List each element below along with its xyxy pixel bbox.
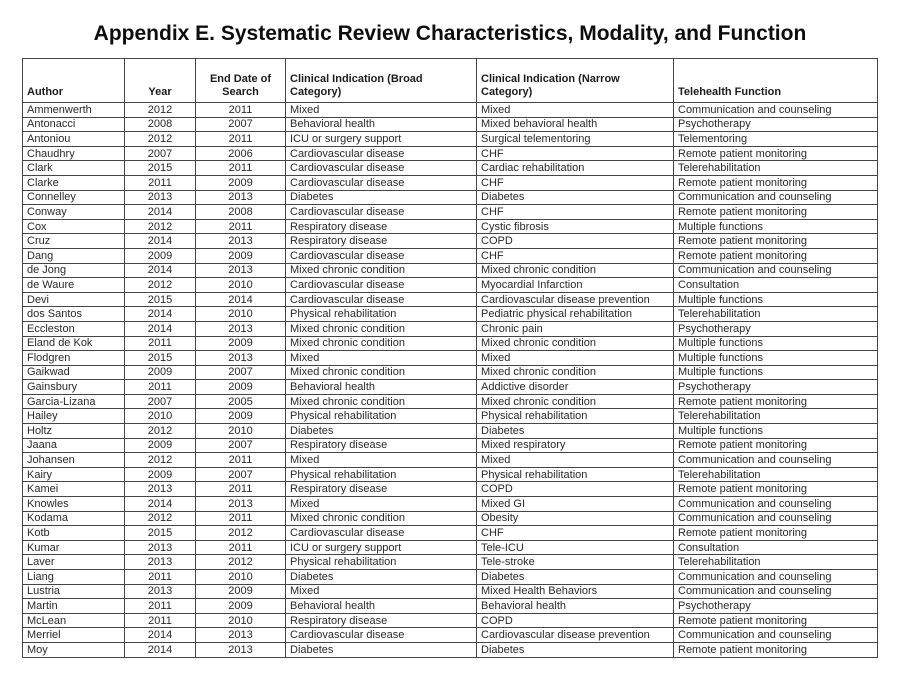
column-header-telehealth-function: Telehealth Function	[674, 59, 878, 103]
cell-author: McLean	[23, 613, 125, 628]
cell-author: Kamei	[23, 482, 125, 497]
cell-author: Johansen	[23, 453, 125, 468]
cell-telehealth-function: Communication and counseling	[674, 570, 878, 585]
cell-narrow-category: Mixed chronic condition	[477, 336, 674, 351]
cell-narrow-category: Physical rehabilitation	[477, 409, 674, 424]
cell-end-date: 2010	[196, 424, 286, 439]
cell-broad-category: Mixed chronic condition	[286, 321, 477, 336]
cell-end-date: 2009	[196, 409, 286, 424]
cell-author: Gainsbury	[23, 380, 125, 395]
cell-narrow-category: COPD	[477, 234, 674, 249]
cell-author: Lustria	[23, 584, 125, 599]
cell-author: Garcia-Lizana	[23, 394, 125, 409]
cell-narrow-category: CHF	[477, 146, 674, 161]
cell-broad-category: Mixed	[286, 351, 477, 366]
cell-year: 2009	[125, 438, 196, 453]
cell-year: 2015	[125, 351, 196, 366]
cell-end-date: 2009	[196, 380, 286, 395]
cell-year: 2007	[125, 394, 196, 409]
cell-broad-category: Behavioral health	[286, 599, 477, 614]
cell-narrow-category: Mixed GI	[477, 497, 674, 512]
cell-telehealth-function: Communication and counseling	[674, 453, 878, 468]
table-row	[23, 234, 878, 249]
cell-telehealth-function: Psychotherapy	[674, 321, 878, 336]
cell-author: Eccleston	[23, 321, 125, 336]
column-header-clinical-indication-narrow-category: Clinical Indication (Narrow Category)	[477, 59, 674, 103]
page-title: Appendix E. Systematic Review Characteristics, Modality, and Function	[93, 22, 807, 45]
cell-author: Kairy	[23, 467, 125, 482]
cell-broad-category: Cardiovascular disease	[286, 175, 477, 190]
cell-telehealth-function: Multiple functions	[674, 424, 878, 439]
cell-broad-category: Mixed	[286, 497, 477, 512]
cell-author: Kodama	[23, 511, 125, 526]
cell-end-date: 2011	[196, 161, 286, 176]
table-row	[23, 365, 878, 380]
cell-year: 2011	[125, 613, 196, 628]
cell-end-date: 2007	[196, 438, 286, 453]
cell-author: dos Santos	[23, 307, 125, 322]
cell-author: Moy	[23, 642, 125, 657]
cell-narrow-category: Diabetes	[477, 642, 674, 657]
table-row	[23, 497, 878, 512]
cell-end-date: 2010	[196, 307, 286, 322]
cell-author: Kotb	[23, 526, 125, 541]
table-body	[23, 103, 878, 658]
cell-author: Cox	[23, 219, 125, 234]
table-row	[23, 613, 878, 628]
cell-end-date: 2007	[196, 467, 286, 482]
table-row	[23, 380, 878, 395]
table-row	[23, 132, 878, 147]
cell-telehealth-function: Telerehabilitation	[674, 467, 878, 482]
table-row	[23, 117, 878, 132]
cell-year: 2011	[125, 336, 196, 351]
cell-end-date: 2013	[196, 351, 286, 366]
review-table	[22, 58, 878, 658]
cell-end-date: 2011	[196, 511, 286, 526]
cell-end-date: 2011	[196, 540, 286, 555]
table-row	[23, 103, 878, 118]
cell-telehealth-function: Remote patient monitoring	[674, 248, 878, 263]
cell-narrow-category: Myocardial Infarction	[477, 278, 674, 293]
table-row	[23, 205, 878, 220]
cell-broad-category: Mixed chronic condition	[286, 365, 477, 380]
cell-year: 2011	[125, 599, 196, 614]
table-row	[23, 307, 878, 322]
table-row	[23, 409, 878, 424]
cell-author: Hailey	[23, 409, 125, 424]
cell-author: Laver	[23, 555, 125, 570]
cell-telehealth-function: Remote patient monitoring	[674, 205, 878, 220]
cell-broad-category: ICU or surgery support	[286, 540, 477, 555]
cell-telehealth-function: Multiple functions	[674, 219, 878, 234]
cell-year: 2015	[125, 526, 196, 541]
table-row	[23, 219, 878, 234]
cell-telehealth-function: Telerehabilitation	[674, 161, 878, 176]
cell-author: Kumar	[23, 540, 125, 555]
cell-year: 2010	[125, 409, 196, 424]
cell-end-date: 2011	[196, 103, 286, 118]
cell-narrow-category: Chronic pain	[477, 321, 674, 336]
table-row	[23, 394, 878, 409]
cell-broad-category: Mixed	[286, 584, 477, 599]
cell-year: 2014	[125, 234, 196, 249]
cell-telehealth-function: Psychotherapy	[674, 380, 878, 395]
cell-narrow-category: Behavioral health	[477, 599, 674, 614]
cell-broad-category: Mixed chronic condition	[286, 263, 477, 278]
table-row	[23, 453, 878, 468]
cell-narrow-category: CHF	[477, 248, 674, 263]
cell-year: 2012	[125, 103, 196, 118]
cell-end-date: 2013	[196, 642, 286, 657]
cell-telehealth-function: Remote patient monitoring	[674, 234, 878, 249]
cell-broad-category: Physical rehabilitation	[286, 409, 477, 424]
cell-telehealth-function: Communication and counseling	[674, 263, 878, 278]
cell-telehealth-function: Telerehabilitation	[674, 409, 878, 424]
table-row	[23, 467, 878, 482]
cell-year: 2012	[125, 132, 196, 147]
cell-telehealth-function: Communication and counseling	[674, 103, 878, 118]
cell-year: 2013	[125, 540, 196, 555]
cell-broad-category: Diabetes	[286, 570, 477, 585]
table-row	[23, 642, 878, 657]
cell-broad-category: Diabetes	[286, 190, 477, 205]
cell-end-date: 2013	[196, 497, 286, 512]
cell-end-date: 2009	[196, 336, 286, 351]
cell-narrow-category: CHF	[477, 526, 674, 541]
cell-end-date: 2010	[196, 570, 286, 585]
cell-broad-category: Cardiovascular disease	[286, 205, 477, 220]
cell-telehealth-function: Consultation	[674, 540, 878, 555]
cell-telehealth-function: Remote patient monitoring	[674, 175, 878, 190]
cell-broad-category: Cardiovascular disease	[286, 146, 477, 161]
cell-author: Clarke	[23, 175, 125, 190]
cell-narrow-category: Mixed chronic condition	[477, 263, 674, 278]
table-row	[23, 278, 878, 293]
cell-broad-category: Respiratory disease	[286, 438, 477, 453]
cell-narrow-category: COPD	[477, 613, 674, 628]
table-row	[23, 336, 878, 351]
cell-telehealth-function: Communication and counseling	[674, 511, 878, 526]
cell-end-date: 2009	[196, 584, 286, 599]
cell-end-date: 2010	[196, 278, 286, 293]
cell-broad-category: Mixed chronic condition	[286, 511, 477, 526]
cell-narrow-category: Mixed	[477, 351, 674, 366]
cell-telehealth-function: Communication and counseling	[674, 190, 878, 205]
cell-broad-category: Cardiovascular disease	[286, 161, 477, 176]
cell-telehealth-function: Telerehabilitation	[674, 555, 878, 570]
cell-telehealth-function: Multiple functions	[674, 351, 878, 366]
cell-broad-category: Respiratory disease	[286, 482, 477, 497]
cell-narrow-category: Cardiovascular disease prevention	[477, 628, 674, 643]
cell-telehealth-function: Communication and counseling	[674, 497, 878, 512]
cell-end-date: 2013	[196, 190, 286, 205]
cell-narrow-category: Physical rehabilitation	[477, 467, 674, 482]
table-row	[23, 351, 878, 366]
cell-year: 2013	[125, 584, 196, 599]
column-header-year: Year	[125, 59, 196, 103]
cell-end-date: 2013	[196, 234, 286, 249]
cell-author: Dang	[23, 248, 125, 263]
cell-end-date: 2013	[196, 263, 286, 278]
cell-end-date: 2011	[196, 453, 286, 468]
cell-end-date: 2010	[196, 613, 286, 628]
cell-year: 2014	[125, 205, 196, 220]
cell-author: Devi	[23, 292, 125, 307]
cell-narrow-category: CHF	[477, 205, 674, 220]
table-row	[23, 263, 878, 278]
cell-narrow-category: COPD	[477, 482, 674, 497]
cell-narrow-category: Cystic fibrosis	[477, 219, 674, 234]
cell-end-date: 2014	[196, 292, 286, 307]
cell-author: Gaikwad	[23, 365, 125, 380]
cell-year: 2009	[125, 467, 196, 482]
cell-telehealth-function: Communication and counseling	[674, 628, 878, 643]
cell-author: Chaudhry	[23, 146, 125, 161]
cell-broad-category: Physical rehabilitation	[286, 467, 477, 482]
cell-narrow-category: CHF	[477, 175, 674, 190]
cell-broad-category: Behavioral health	[286, 380, 477, 395]
cell-telehealth-function: Remote patient monitoring	[674, 394, 878, 409]
cell-broad-category: Mixed chronic condition	[286, 394, 477, 409]
cell-broad-category: Physical rehabilitation	[286, 307, 477, 322]
table-row	[23, 146, 878, 161]
cell-broad-category: Cardiovascular disease	[286, 278, 477, 293]
table-row	[23, 599, 878, 614]
cell-year: 2014	[125, 321, 196, 336]
cell-broad-category: Cardiovascular disease	[286, 292, 477, 307]
cell-narrow-category: Mixed Health Behaviors	[477, 584, 674, 599]
cell-broad-category: Diabetes	[286, 424, 477, 439]
cell-year: 2012	[125, 453, 196, 468]
cell-author: Antonacci	[23, 117, 125, 132]
cell-broad-category: Behavioral health	[286, 117, 477, 132]
cell-broad-category: Mixed chronic condition	[286, 336, 477, 351]
cell-narrow-category: Mixed chronic condition	[477, 365, 674, 380]
cell-author: Ammenwerth	[23, 103, 125, 118]
cell-broad-category: Cardiovascular disease	[286, 248, 477, 263]
cell-broad-category: Mixed	[286, 453, 477, 468]
cell-broad-category: Cardiovascular disease	[286, 628, 477, 643]
cell-end-date: 2008	[196, 205, 286, 220]
cell-broad-category: Mixed	[286, 103, 477, 118]
cell-year: 2011	[125, 175, 196, 190]
cell-broad-category: Diabetes	[286, 642, 477, 657]
column-header-clinical-indication-broad-category: Clinical Indication (Broad Category)	[286, 59, 477, 103]
table-row	[23, 424, 878, 439]
table-row	[23, 248, 878, 263]
cell-telehealth-function: Remote patient monitoring	[674, 438, 878, 453]
header-row	[23, 59, 878, 103]
cell-narrow-category: Tele-stroke	[477, 555, 674, 570]
cell-year: 2012	[125, 511, 196, 526]
cell-year: 2015	[125, 292, 196, 307]
cell-narrow-category: Cardiac rehabilitation	[477, 161, 674, 176]
cell-telehealth-function: Multiple functions	[674, 336, 878, 351]
cell-narrow-category: Obesity	[477, 511, 674, 526]
table-row	[23, 161, 878, 176]
table-row	[23, 526, 878, 541]
cell-narrow-category: Tele-ICU	[477, 540, 674, 555]
cell-year: 2007	[125, 146, 196, 161]
table-row	[23, 321, 878, 336]
cell-author: Knowles	[23, 497, 125, 512]
cell-telehealth-function: Telementoring	[674, 132, 878, 147]
cell-telehealth-function: Remote patient monitoring	[674, 482, 878, 497]
cell-author: Connelley	[23, 190, 125, 205]
cell-author: Martin	[23, 599, 125, 614]
cell-author: Jaana	[23, 438, 125, 453]
cell-telehealth-function: Psychotherapy	[674, 117, 878, 132]
cell-year: 2012	[125, 278, 196, 293]
cell-broad-category: Physical rehabilitation	[286, 555, 477, 570]
cell-end-date: 2009	[196, 599, 286, 614]
cell-telehealth-function: Remote patient monitoring	[674, 613, 878, 628]
cell-year: 2013	[125, 190, 196, 205]
cell-telehealth-function: Telerehabilitation	[674, 307, 878, 322]
cell-narrow-category: Mixed	[477, 453, 674, 468]
cell-end-date: 2005	[196, 394, 286, 409]
cell-telehealth-function: Remote patient monitoring	[674, 642, 878, 657]
cell-year: 2013	[125, 555, 196, 570]
cell-broad-category: Respiratory disease	[286, 613, 477, 628]
table-row	[23, 628, 878, 643]
cell-author: Merriel	[23, 628, 125, 643]
cell-telehealth-function: Consultation	[674, 278, 878, 293]
cell-broad-category: Respiratory disease	[286, 219, 477, 234]
cell-end-date: 2009	[196, 175, 286, 190]
cell-end-date: 2013	[196, 321, 286, 336]
cell-end-date: 2012	[196, 526, 286, 541]
cell-author: Flodgren	[23, 351, 125, 366]
table-row	[23, 175, 878, 190]
table-row	[23, 555, 878, 570]
cell-narrow-category: Surgical telementoring	[477, 132, 674, 147]
table-row	[23, 438, 878, 453]
cell-broad-category: Respiratory disease	[286, 234, 477, 249]
cell-author: de Waure	[23, 278, 125, 293]
cell-narrow-category: Diabetes	[477, 424, 674, 439]
cell-end-date: 2009	[196, 248, 286, 263]
cell-narrow-category: Diabetes	[477, 570, 674, 585]
table-row	[23, 482, 878, 497]
cell-author: Eland de Kok	[23, 336, 125, 351]
cell-telehealth-function: Multiple functions	[674, 365, 878, 380]
cell-end-date: 2011	[196, 132, 286, 147]
cell-year: 2013	[125, 482, 196, 497]
cell-author: Cruz	[23, 234, 125, 249]
cell-narrow-category: Mixed respiratory	[477, 438, 674, 453]
cell-author: Holtz	[23, 424, 125, 439]
cell-narrow-category: Diabetes	[477, 190, 674, 205]
cell-year: 2015	[125, 161, 196, 176]
cell-broad-category: Cardiovascular disease	[286, 526, 477, 541]
table-row	[23, 190, 878, 205]
column-header-author: Author	[23, 59, 125, 103]
cell-year: 2011	[125, 380, 196, 395]
cell-end-date: 2012	[196, 555, 286, 570]
cell-author: Liang	[23, 570, 125, 585]
cell-end-date: 2013	[196, 628, 286, 643]
column-header-end-date-of-search: End Date of Search	[196, 59, 286, 103]
cell-telehealth-function: Multiple functions	[674, 292, 878, 307]
cell-author: Conway	[23, 205, 125, 220]
table-row	[23, 584, 878, 599]
cell-narrow-category: Cardiovascular disease prevention	[477, 292, 674, 307]
table-row	[23, 570, 878, 585]
cell-broad-category: ICU or surgery support	[286, 132, 477, 147]
table-row	[23, 292, 878, 307]
cell-narrow-category: Mixed chronic condition	[477, 394, 674, 409]
cell-year: 2014	[125, 307, 196, 322]
cell-narrow-category: Mixed behavioral health	[477, 117, 674, 132]
cell-author: de Jong	[23, 263, 125, 278]
cell-telehealth-function: Psychotherapy	[674, 599, 878, 614]
cell-year: 2012	[125, 219, 196, 234]
cell-end-date: 2007	[196, 365, 286, 380]
cell-author: Antoniou	[23, 132, 125, 147]
cell-narrow-category: Pediatric physical rehabilitation	[477, 307, 674, 322]
cell-year: 2012	[125, 424, 196, 439]
cell-telehealth-function: Remote patient monitoring	[674, 146, 878, 161]
cell-end-date: 2011	[196, 482, 286, 497]
cell-end-date: 2011	[196, 219, 286, 234]
table-row	[23, 540, 878, 555]
cell-narrow-category: Addictive disorder	[477, 380, 674, 395]
cell-end-date: 2007	[196, 117, 286, 132]
cell-year: 2014	[125, 497, 196, 512]
cell-year: 2008	[125, 117, 196, 132]
table-row	[23, 511, 878, 526]
cell-end-date: 2006	[196, 146, 286, 161]
cell-year: 2009	[125, 248, 196, 263]
table-header	[23, 59, 878, 103]
cell-year: 2014	[125, 628, 196, 643]
cell-author: Clark	[23, 161, 125, 176]
cell-year: 2014	[125, 263, 196, 278]
cell-narrow-category: Mixed	[477, 103, 674, 118]
cell-year: 2011	[125, 570, 196, 585]
cell-year: 2009	[125, 365, 196, 380]
cell-telehealth-function: Communication and counseling	[674, 584, 878, 599]
cell-telehealth-function: Remote patient monitoring	[674, 526, 878, 541]
cell-year: 2014	[125, 642, 196, 657]
